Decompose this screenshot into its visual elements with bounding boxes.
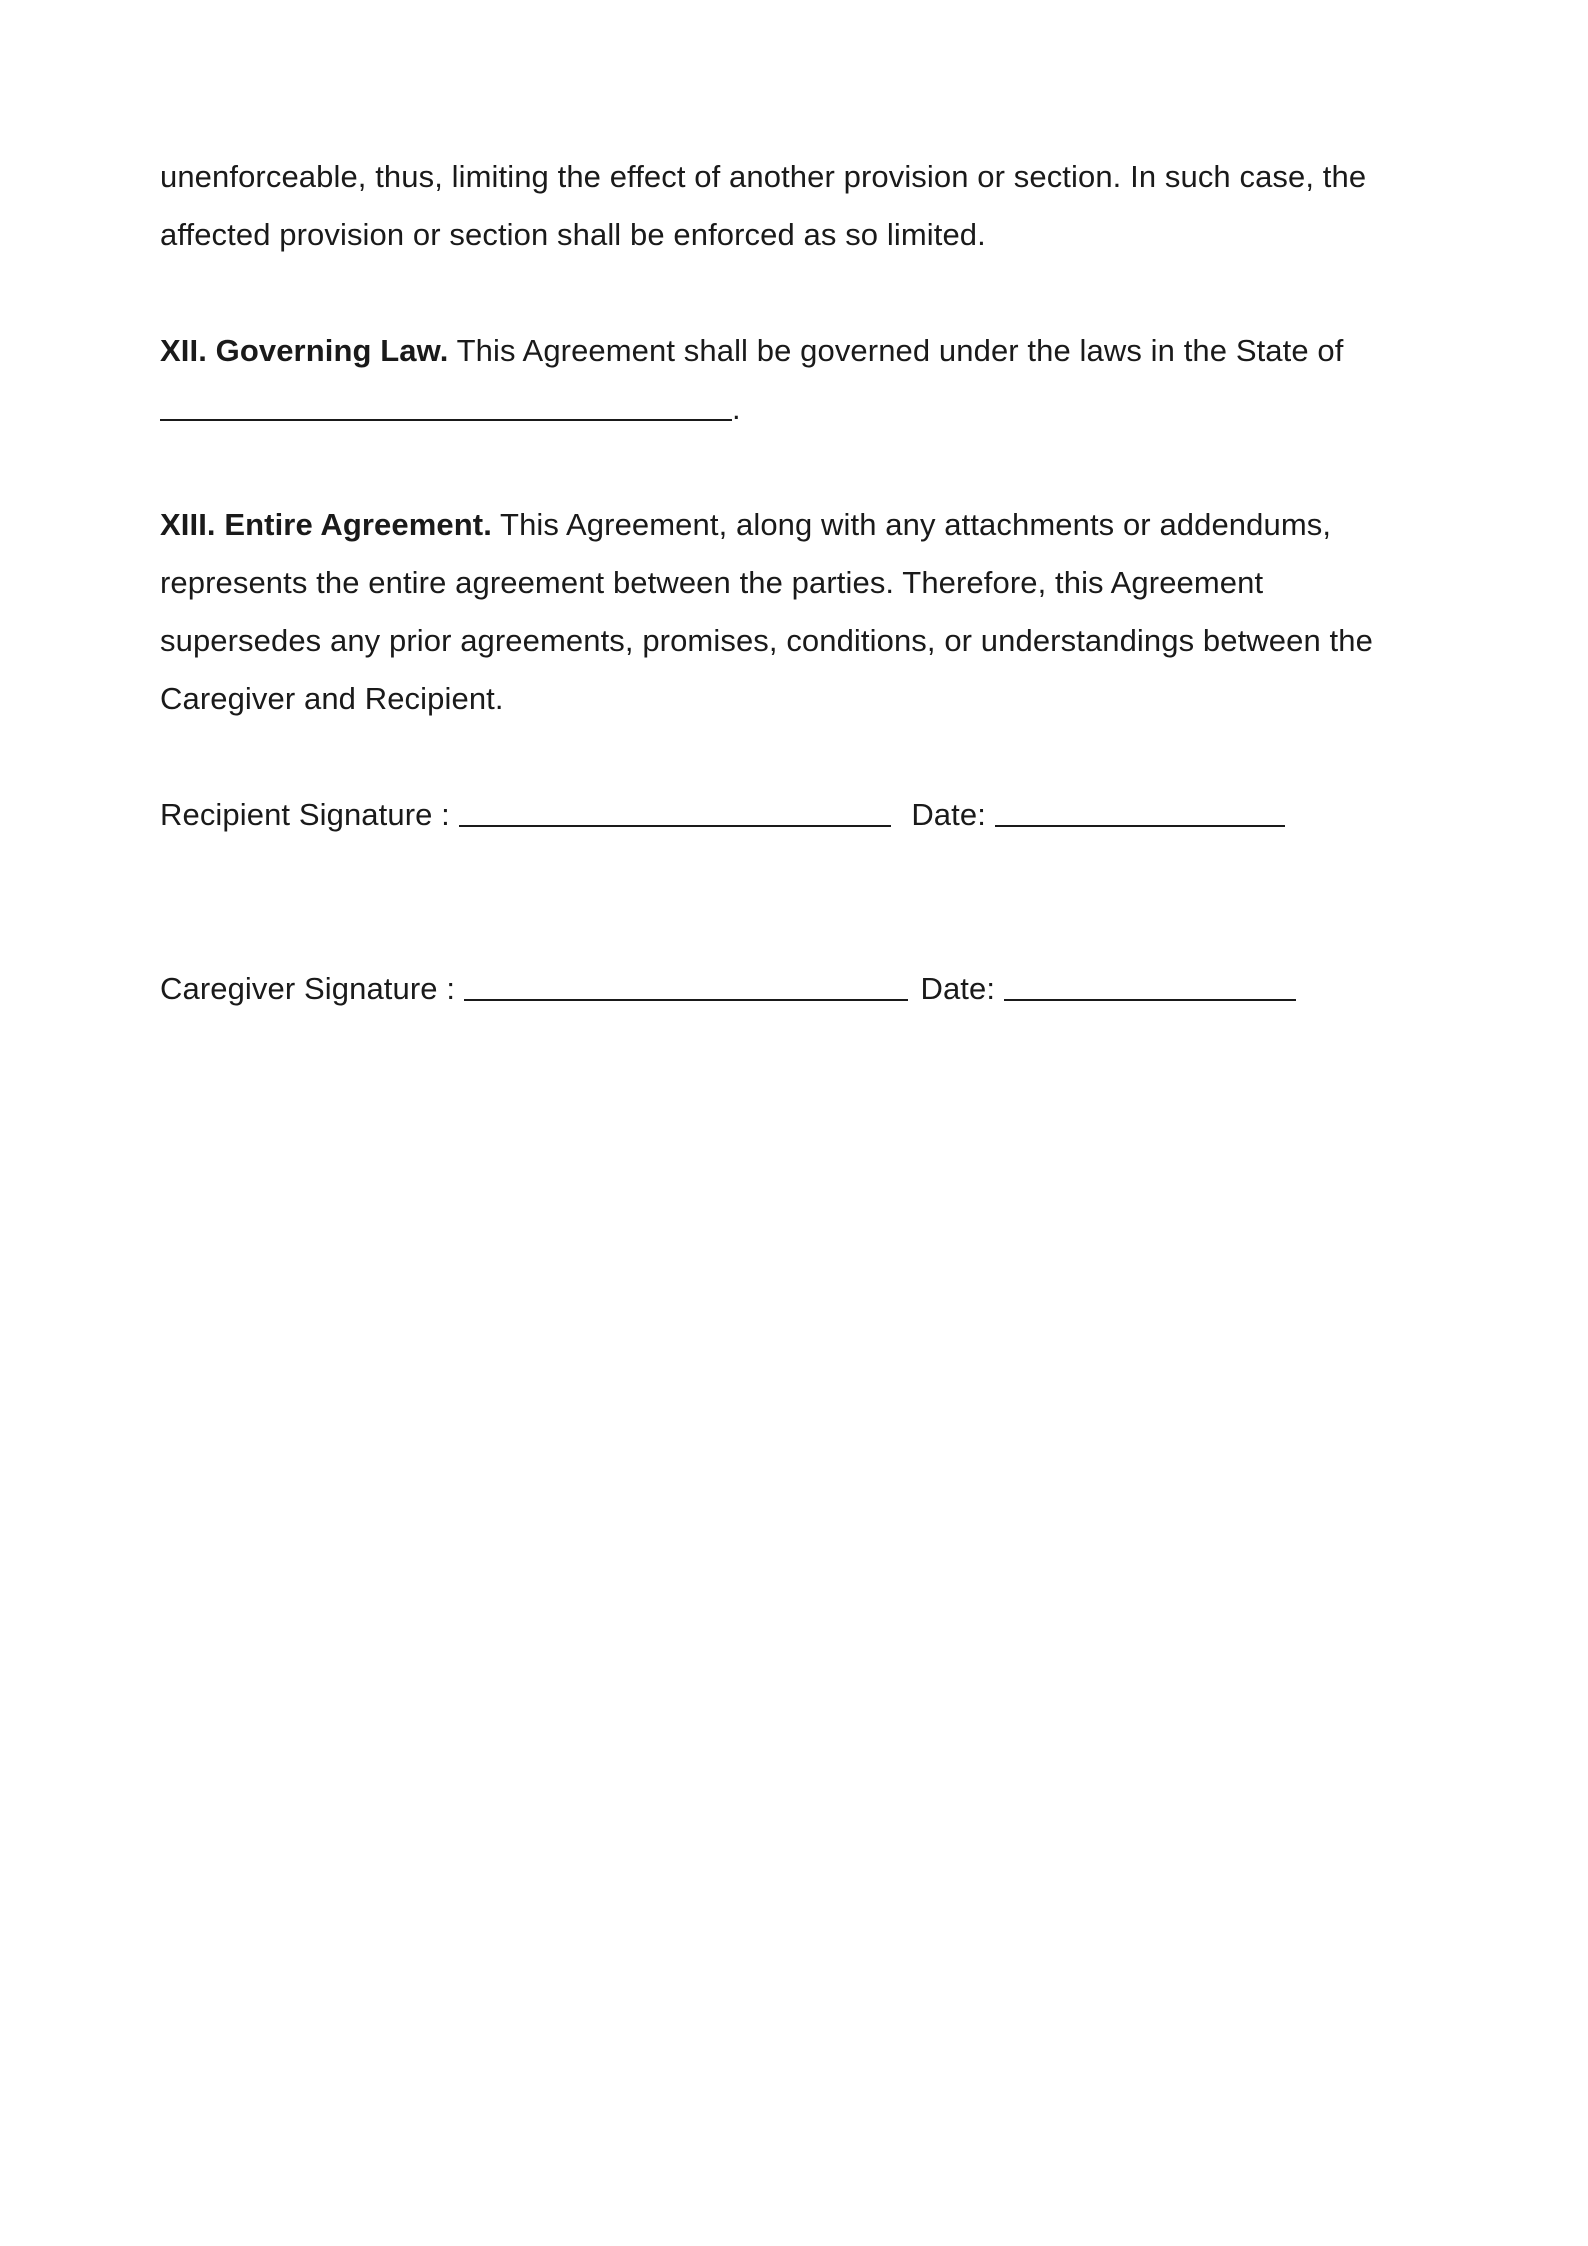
section-text: This Agreement, along with any attachments or addendums, <box>491 507 1332 542</box>
caregiver-signature-row <box>160 960 1430 1018</box>
recipient-signature-field[interactable] <box>459 791 891 827</box>
section-heading: XII. Governing Law. <box>160 333 449 368</box>
paragraph-line <box>160 496 1430 554</box>
paragraph-line: supersedes any prior agreements, promises, conditions, or understandings between the <box>160 623 1373 658</box>
caregiver-signature-label: Caregiver Signature : <box>160 971 464 1006</box>
caregiver-signature-field[interactable] <box>464 965 908 1001</box>
paragraph-line <box>160 322 1430 380</box>
caregiver-date-label: Date: <box>920 971 1004 1006</box>
section-xi-continued <box>160 148 1430 264</box>
section-heading: XIII. Entire Agreement. <box>160 507 492 542</box>
paragraph-line: unenforceable, thus, limiting the effect of another provision or section. In such case, the <box>160 159 1367 194</box>
state-blank-field[interactable] <box>160 385 732 421</box>
recipient-date-label: Date: <box>911 797 995 832</box>
section-governing-law <box>160 322 1430 438</box>
state-field-line <box>160 380 1430 438</box>
recipient-signature-label: Recipient Signature : <box>160 797 459 832</box>
section-text: This Agreement shall be governed under the laws in the State of <box>448 333 1344 368</box>
document-body <box>160 148 1430 1018</box>
blank-suffix: . <box>732 391 741 426</box>
paragraph-line: affected provision or section shall be enforced as so limited. <box>160 217 986 252</box>
paragraph-line: Caregiver and Recipient. <box>160 681 504 716</box>
caregiver-date-field[interactable] <box>1004 965 1296 1001</box>
section-entire-agreement <box>160 496 1430 728</box>
recipient-signature-row <box>160 786 1430 844</box>
paragraph-line: represents the entire agreement between the parties. Therefore, this Agreement <box>160 565 1264 600</box>
recipient-date-field[interactable] <box>995 791 1285 827</box>
